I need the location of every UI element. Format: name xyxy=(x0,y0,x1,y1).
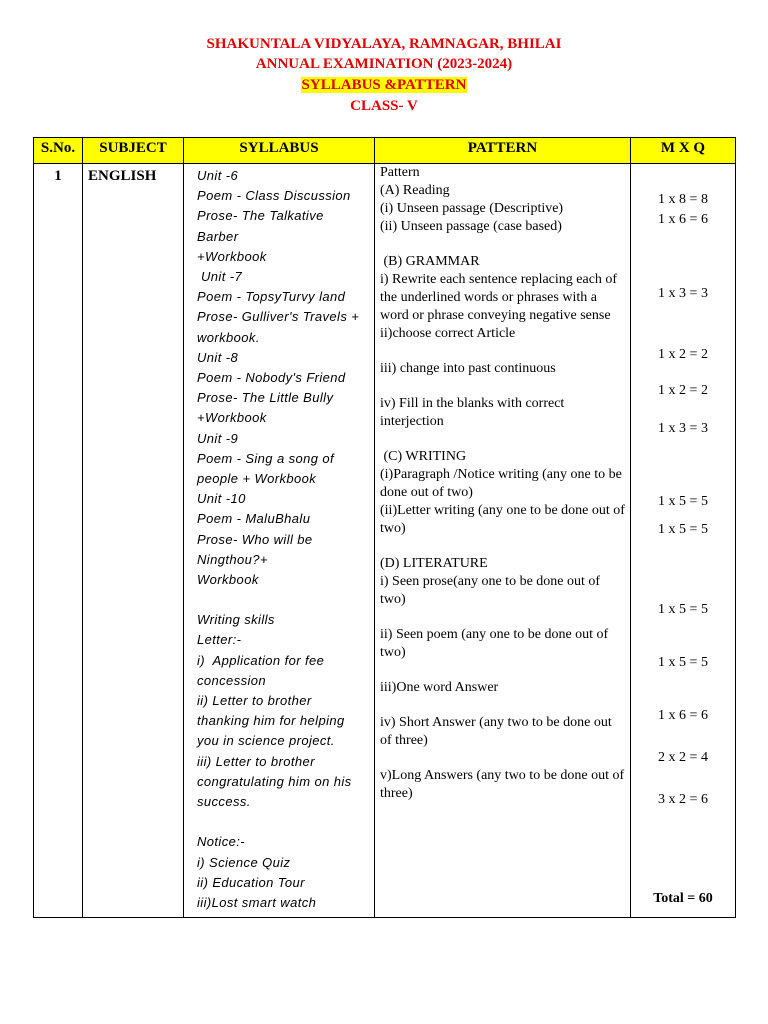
syllabus-line: people + Workbook xyxy=(197,471,317,487)
header-mxq: M X Q xyxy=(631,138,736,164)
section-c-title: (C) WRITING xyxy=(380,449,467,464)
syllabus-line: Prose- The Little Bully xyxy=(197,390,334,406)
syllabus-table xyxy=(33,137,736,918)
syllabus-line: Workbook xyxy=(197,572,259,588)
mxq-d3: 1 x 6 = 6 xyxy=(658,708,708,723)
pattern-d2: ii) Seen poem (any one to be done out of two) xyxy=(380,627,609,660)
mxq-b3: 1 x 2 = 2 xyxy=(658,383,708,398)
syllabus-line: Poem - MaluBhalu xyxy=(197,511,311,527)
mxq-cell xyxy=(631,164,736,918)
syllabus-line: i) Science Quiz xyxy=(197,854,291,870)
syllabus-line xyxy=(197,812,374,832)
syllabus-line: Prose- Who will be xyxy=(197,531,313,547)
syllabus-cell xyxy=(184,164,375,918)
syllabus-line: you in science project. xyxy=(197,733,335,749)
table-row xyxy=(34,164,736,918)
pattern-d5: v)Long Answers (any two to be done out of three) xyxy=(380,768,625,801)
syllabus-line: Prose- Gulliver's Travels + xyxy=(197,309,360,325)
syllabus-line: Unit -6 xyxy=(197,168,239,183)
exam-title: ANNUAL EXAMINATION (2023-2024) xyxy=(255,56,513,72)
syllabus-line: Poem - Class Discussion xyxy=(197,188,351,204)
sno-cell xyxy=(34,164,83,918)
highlighted-title: SYLLABUS &PATTERN xyxy=(301,77,467,93)
syllabus-line: Prose- The Talkative xyxy=(197,208,324,224)
syllabus-list xyxy=(184,164,374,913)
syllabus-line: Unit -10 xyxy=(197,491,246,507)
mxq-a2: 1 x 6 = 6 xyxy=(658,212,708,227)
syllabus-line: Poem - Sing a song of xyxy=(197,450,335,466)
pattern-d4: iv) Short Answer (any two to be done out of three) xyxy=(380,715,612,748)
mxq-total: Total = 60 xyxy=(653,891,713,906)
pattern-intro: Pattern xyxy=(380,165,420,180)
sno-value: 1 xyxy=(54,168,62,184)
section-a-title: (A) Reading xyxy=(380,183,450,198)
syllabus-line: +Workbook xyxy=(197,248,267,264)
pattern-d1: i) Seen prose(any one to be done out of two) xyxy=(380,574,601,607)
syllabus-line: success. xyxy=(197,794,251,810)
school-name: SHAKUNTALA VIDYALAYA, RAMNAGAR, BHILAI xyxy=(206,36,562,52)
header-sno: S.No. xyxy=(34,138,83,164)
mxq-d5: 3 x 2 = 6 xyxy=(658,792,708,807)
pattern-c2: (ii)Letter writing (any one to be done out of two) xyxy=(380,503,625,536)
pattern-c1: (i)Paragraph /Notice writing (any one to be done out of two) xyxy=(380,467,622,500)
pattern-b4: iv) Fill in the blanks with correct interjection xyxy=(380,396,565,429)
mxq-d1: 1 x 5 = 5 xyxy=(658,602,708,617)
syllabus-line: Ningthou?+ xyxy=(197,551,268,567)
syllabus-line: +Workbook xyxy=(197,410,267,426)
syllabus-pattern-title xyxy=(0,76,768,94)
pattern-a1: (i) Unseen passage (Descriptive) xyxy=(380,201,564,216)
section-b-title: (B) GRAMMAR xyxy=(380,254,480,269)
syllabus-line: Unit -7 xyxy=(197,269,243,285)
mxq-d4: 2 x 2 = 4 xyxy=(658,750,708,765)
syllabus-line xyxy=(197,590,374,610)
syllabus-line: concession xyxy=(197,672,267,688)
syllabus-line: Poem - Nobody's Friend xyxy=(197,370,346,386)
pattern-b3: iii) change into past continuous xyxy=(380,361,556,376)
pattern-b1: i) Rewrite each sentence replacing each of the underlined words or phrases with a word or phrase conveying negative sense xyxy=(380,272,618,323)
header-pattern: PATTERN xyxy=(375,138,631,164)
table-header-row xyxy=(34,138,736,164)
syllabus-line: iii)Lost smart watch xyxy=(197,894,317,910)
syllabus-line: iii) Letter to brother xyxy=(197,753,315,769)
mxq-a1: 1 x 8 = 8 xyxy=(658,192,708,207)
syllabus-line: Notice:- xyxy=(197,834,245,850)
subject-cell xyxy=(83,164,184,918)
syllabus-line: ii) Education Tour xyxy=(197,874,305,890)
header-syllabus: SYLLABUS xyxy=(184,138,375,164)
subject-value: ENGLISH xyxy=(88,168,157,184)
mxq-c2: 1 x 5 = 5 xyxy=(658,522,708,537)
syllabus-line: Barber xyxy=(197,228,239,244)
mxq-list xyxy=(631,164,735,917)
syllabus-line: Letter:- xyxy=(197,632,242,648)
syllabus-line: Unit -8 xyxy=(197,349,239,365)
pattern-cell xyxy=(375,164,631,918)
syllabus-line: ii) Letter to brother xyxy=(197,693,312,709)
pattern-b2: ii)choose correct Article xyxy=(380,326,516,341)
class-title: CLASS- V xyxy=(350,98,418,114)
syllabus-line: Unit -9 xyxy=(197,430,239,446)
mxq-d2: 1 x 5 = 5 xyxy=(658,655,708,670)
syllabus-line: congratulating him on his xyxy=(197,773,352,789)
syllabus-line: thanking him for helping xyxy=(197,713,345,729)
mxq-b1: 1 x 3 = 3 xyxy=(658,286,708,301)
syllabus-line: i) Application for fee xyxy=(197,652,325,668)
pattern-d3: iii)One word Answer xyxy=(380,680,499,695)
pattern-list xyxy=(375,164,630,803)
header-subject: SUBJECT xyxy=(83,138,184,164)
syllabus-line: Poem - TopsyTurvy land xyxy=(197,289,346,305)
mxq-b4: 1 x 3 = 3 xyxy=(658,421,708,436)
pattern-a2: (ii) Unseen passage (case based) xyxy=(380,219,562,234)
syllabus-line: workbook. xyxy=(197,329,260,345)
mxq-c1: 1 x 5 = 5 xyxy=(658,494,708,509)
section-d-title: (D) LITERATURE xyxy=(380,556,488,571)
mxq-b2: 1 x 2 = 2 xyxy=(658,347,708,362)
syllabus-line: Writing skills xyxy=(197,612,275,628)
